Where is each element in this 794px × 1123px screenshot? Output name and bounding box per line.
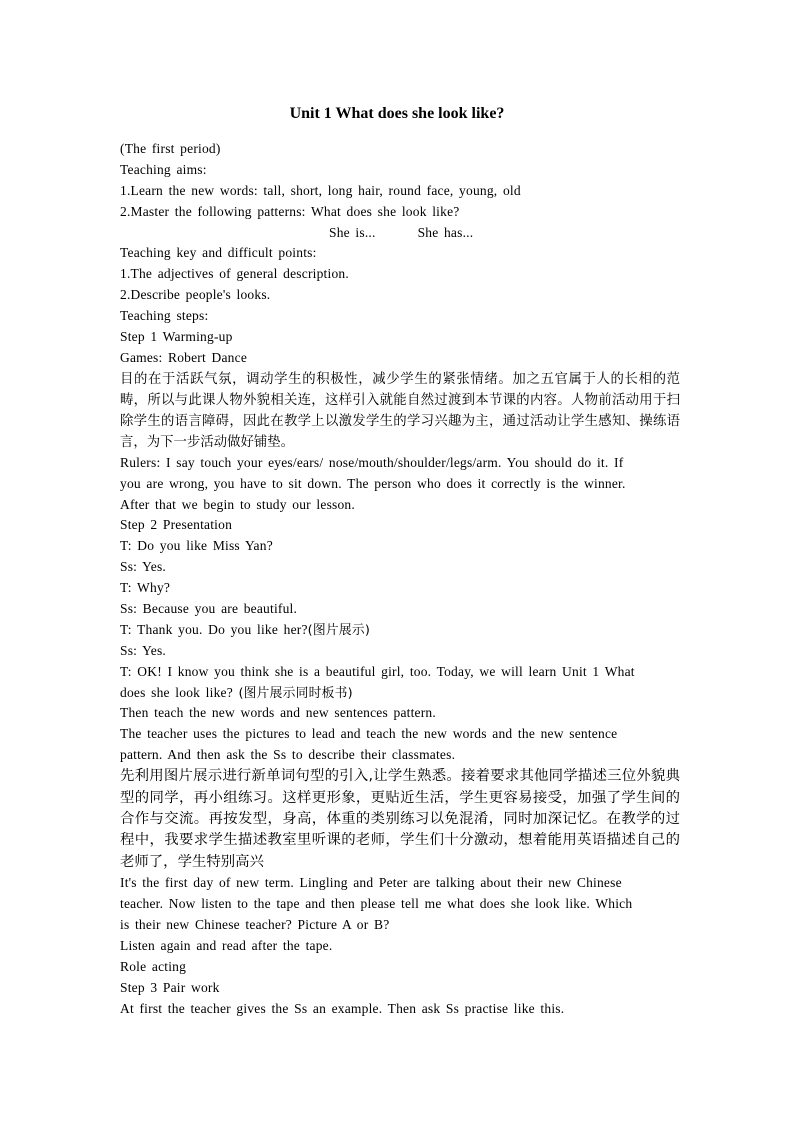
pair-work-line: At first the teacher gives the Ss an example. Then ask Ss practise like this. [120, 1000, 565, 1016]
dialogue-line-5-text: T: Thank you. Do you like her? [120, 621, 308, 637]
listening-line-3: is their new Chinese teacher? Picture A or B? [120, 916, 390, 932]
role-acting-line: Role acting [120, 958, 187, 974]
key-point-2: 2.Describe people's looks. [120, 287, 271, 303]
pattern-line [120, 223, 680, 244]
listening-line-1: It's the first day of new term. Lingling and Peter are talking about their new Chinese [120, 875, 622, 891]
period-line: (The first period) [120, 141, 221, 156]
aim-1: 1.Learn the new words: tall, short, long hair, round face, young, old [120, 182, 521, 198]
dialogue-line-8 [120, 683, 680, 704]
board-note: (图片展示同时板书) [238, 685, 353, 701]
listening-line-4: Listen again and read after the tape. [120, 937, 333, 953]
dialogue-line-5 [120, 620, 680, 641]
rules-line-3: After that we begin to study our lesson. [120, 496, 355, 512]
dialogue-line-1: T: Do you like Miss Yan? [120, 538, 273, 554]
aim-2: 2.Master the following patterns: What does she look like? [120, 203, 460, 219]
picture-note: (图片展示) [307, 622, 371, 638]
step-2-heading: Step 2 Presentation [120, 517, 233, 533]
document-title: Unit 1 What does she look like? [289, 105, 505, 122]
games-line: Games: Robert Dance [120, 349, 248, 365]
pattern-she-is: She is... [329, 224, 376, 240]
document-body [120, 139, 680, 1019]
teach-line-3: pattern. And then ask the Ss to describe their classmates. [120, 747, 456, 763]
dialogue-line-7: T: OK! I know you think she is a beautiful girl, too. Today, we will learn Unit 1 What [120, 663, 635, 679]
steps-heading: Teaching steps: [120, 308, 209, 324]
dialogue-line-2: Ss: Yes. [120, 559, 167, 575]
listening-line-2: teacher. Now listen to the tape and then please tell me what does she look like. Which [120, 896, 633, 912]
chinese-paragraph-2: 先利用图片展示进行新单词句型的引入,让学生熟悉。接着要求其他同学描述三位外貌典型的同学，再小组练习。这样更形象，更贴近生活，学生更容易接受，加强了学生间的合作与交流。再按发型，身高，体重的类别练习以免混淆，同时加深记忆。在教学的过程中，我要求学生描述教室里听课的老师，学生们十分激动，想着能用英语描述自己的老师了，学生特别高兴 [120, 768, 680, 870]
dialogue-line-8-text: does she look like? [120, 684, 239, 700]
aims-heading: Teaching aims: [120, 161, 207, 177]
rules-line-2: you are wrong, you have to sit down. The person who does it correctly is the winner. [120, 475, 626, 491]
teach-line-2: The teacher uses the pictures to lead and teach the new words and the new sentence [120, 726, 618, 742]
key-point-1: 1.The adjectives of general description. [120, 266, 349, 282]
chinese-paragraph-1: 目的在于活跃气氛，调动学生的积极性，减少学生的紧张情绪。加之五官属于人的长相的范畴，所以与此课人物外貌相关连，这样引入就能自然过渡到本节课的内容。人物前活动用于扫除学生的语言障碍，因此在教学上以激发学生的学习兴趣为主，通过活动让学生感知、操练语言，为下一步活动做好铺垫。 [120, 371, 680, 451]
pattern-she-has: She has... [417, 224, 474, 240]
step-1-heading: Step 1 Warming-up [120, 329, 233, 345]
key-points-heading: Teaching key and difficult points: [120, 245, 317, 261]
teach-line-1: Then teach the new words and new sentences pattern. [120, 705, 436, 721]
dialogue-line-4: Ss: Because you are beautiful. [120, 601, 298, 617]
step-3-heading: Step 3 Pair work [120, 979, 220, 995]
dialogue-line-6: Ss: Yes. [120, 642, 167, 658]
rules-line-1: Rulers: I say touch your eyes/ears/ nose/mouth/shoulder/legs/arm. You should do it. If [120, 454, 624, 470]
dialogue-line-3: T: Why? [120, 580, 171, 596]
